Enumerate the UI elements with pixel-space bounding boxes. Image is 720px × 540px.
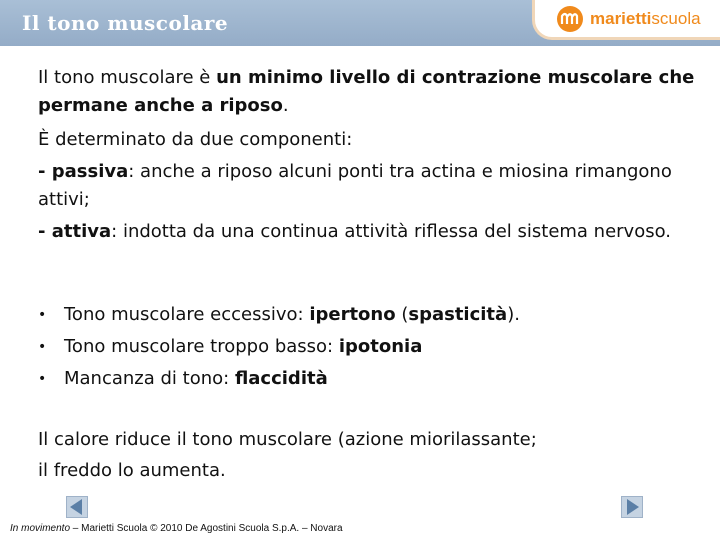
copyright-footer: In movimento – Marietti Scuola © 2010 De Agostini Scuola S.p.A. – Novara <box>10 523 343 534</box>
list-item: • Mancanza di tono: flaccidità <box>38 363 698 395</box>
passive-component: - passiva: anche a riposo alcuni ponti tra actina e miosina rimangono attivi; <box>38 161 672 210</box>
temperature-note-line2: il freddo lo aumenta. <box>38 460 226 481</box>
publisher-logo <box>532 0 720 40</box>
definition-paragraph: Il tono muscolare è un minimo livello di contrazione muscolare che permane anche a riposo. <box>38 67 695 116</box>
main-text <box>38 64 698 246</box>
next-slide-button[interactable] <box>621 496 643 518</box>
triangle-right-icon <box>622 497 642 517</box>
marietti-logo-icon <box>557 6 583 32</box>
title-bar <box>0 0 720 46</box>
publisher-name: mariettiscuola <box>590 9 701 28</box>
bullet-icon: • <box>38 371 47 387</box>
tone-disorders-list <box>38 299 698 395</box>
triangle-left-icon <box>67 497 87 517</box>
bullet-icon: • <box>38 339 47 355</box>
list-item: • Tono muscolare troppo basso: ipotonia <box>38 331 698 363</box>
components-intro: È determinato da due componenti: <box>38 129 353 150</box>
list-item: • Tono muscolare eccessivo: ipertono (spasticità). <box>38 299 698 331</box>
bullet-icon: • <box>38 307 47 323</box>
slide-title: Il tono muscolare <box>22 11 229 35</box>
active-component: - attiva: indotta da una continua attività riflessa del sistema nervoso. <box>38 221 672 242</box>
temperature-note <box>38 424 698 486</box>
temperature-note-line1: Il calore riduce il tono muscolare (azione miorilassante; <box>38 429 537 450</box>
previous-slide-button[interactable] <box>66 496 88 518</box>
